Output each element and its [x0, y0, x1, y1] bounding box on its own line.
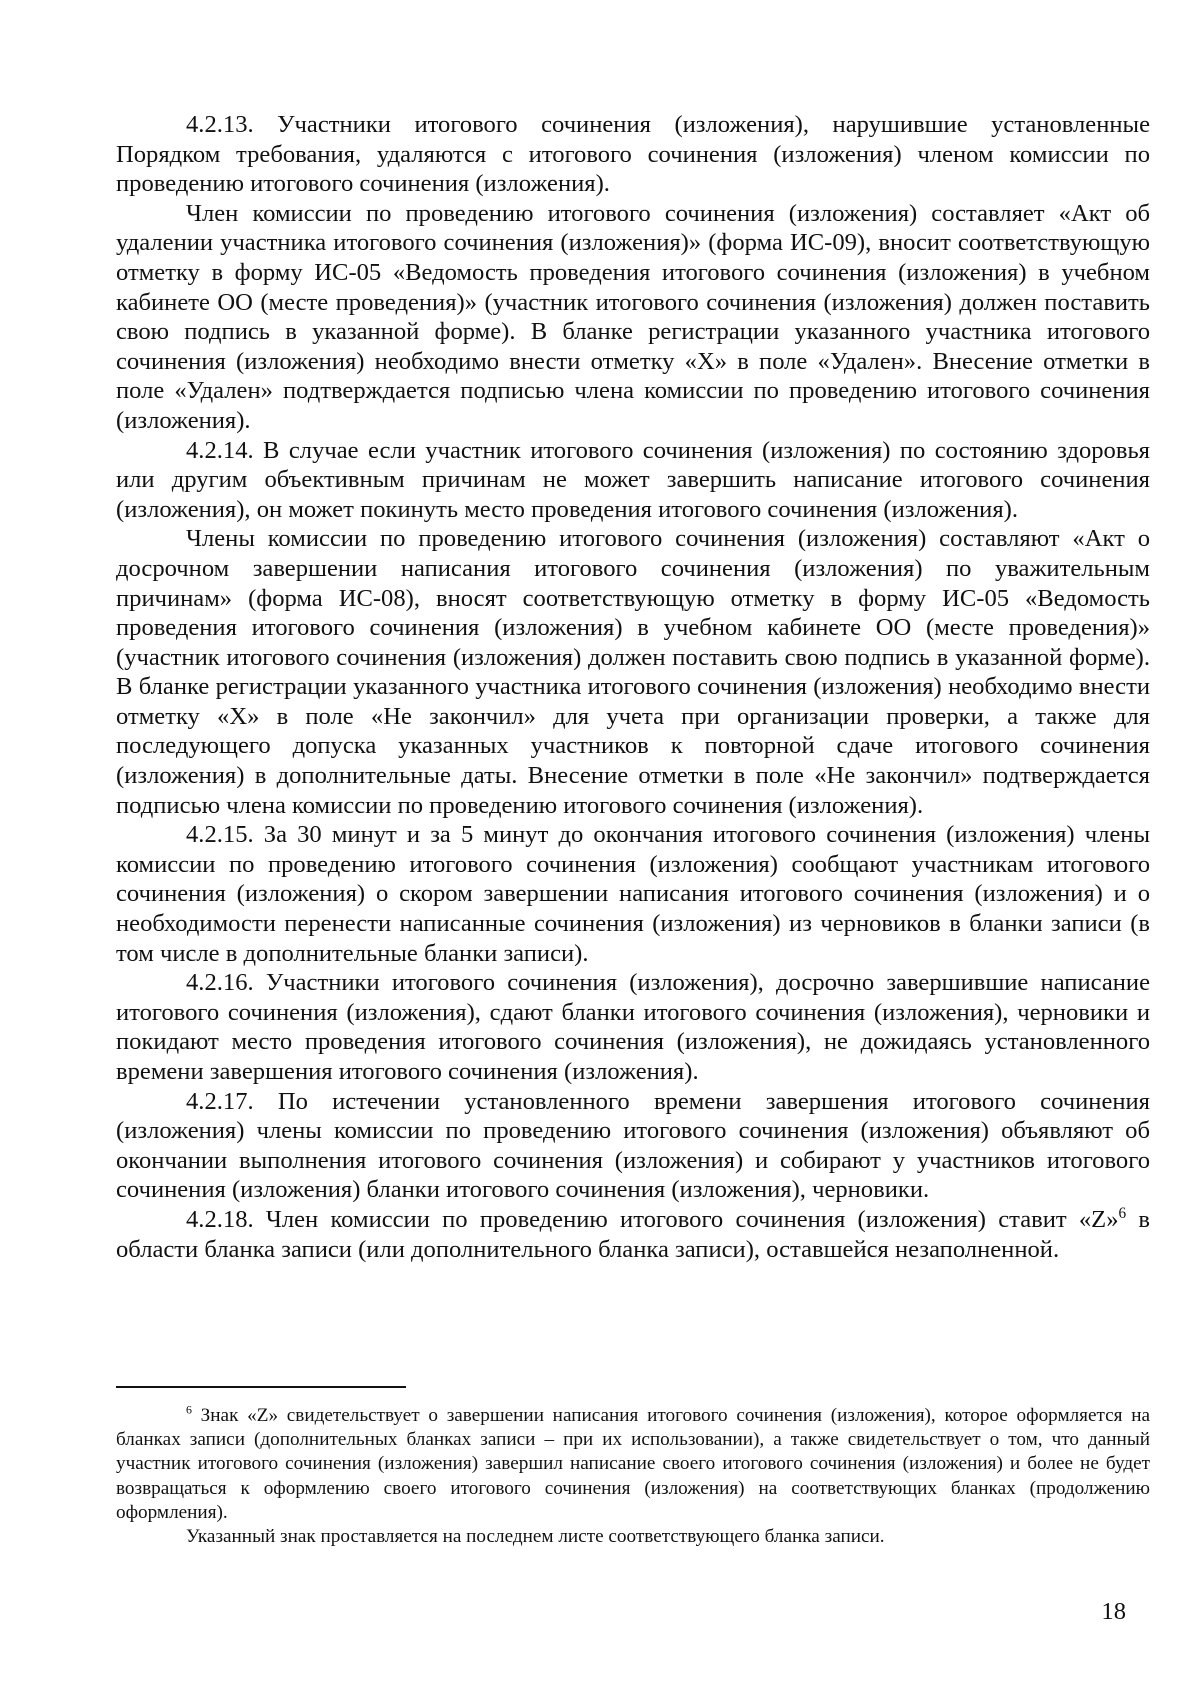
paragraph-4-2-18-text-end: в области бланка записи (или дополнительного бланка записи), оставшейся незаполненной. — [116, 1205, 1151, 1263]
paragraph-4-2-14: 4.2.14. В случае если участник итогового сочинения (изложения) по состоянию здоровья или другим объективным причинам не может завершить написание итогового сочинения (изложения), он может покинуть место проведения итогового сочинения (изложения). — [116, 436, 1150, 523]
paragraph-4-2-16: 4.2.16. Участники итогового сочинения (изложения), досрочно завершившие написание итогового сочинения (изложения), сдают бланки итогового сочинения (изложения), черновики и покидают место проведения итогового сочинения (изложения), не дожидаясь установленного времени завершения итогового сочинения (изложения). — [116, 969, 1150, 1085]
footnote-6 — [116, 1404, 1150, 1525]
paragraph-4-2-15: 4.2.15. За 30 минут и за 5 минут до окончания итогового сочинения (изложения) члены комиссии по проведению итогового сочинения (изложения) сообщают участникам итогового сочинения (изложения) о скором завершении написания итогового сочинения (изложения) и о необходимости перенести написанные сочинения (изложения) из черновиков в бланки записи (в том числе в дополнительные бланки записи). — [116, 821, 1150, 967]
paragraph-removal-act: Член комиссии по проведению итогового сочинения (изложения) составляет «Акт об удалении участника итогового сочинения (изложения)» (форма ИС-09), вносит соответствующую отметку в форму ИС-05 «Ведомость проведения итогового сочинения (изложения) в учебном кабинете ОО (месте проведения)» (участник итогового сочинения (изложения) должен поставить свою подпись в указанной форме). В бланке регистрации указанного участника итогового сочинения (изложения) необходимо внести отметку «Х» в поле «Удален». Внесение отметки в поле «Удален» подтверждается подписью члена комиссии по проведению итогового сочинения (изложения). — [116, 199, 1150, 434]
footnote-reference[interactable]: 6 — [1118, 1204, 1127, 1222]
paragraph-4-2-17: 4.2.17. По истечении установленного времени завершения итогового сочинения (изложения) члены комиссии по проведению итогового сочинения (изложения) объявляют об окончании выполнения итогового сочинения (изложения) и собирают у участников итогового сочинения (изложения) бланки итогового сочинения (изложения), черновики. — [116, 1087, 1150, 1204]
footnote-marker: 6 — [186, 1402, 192, 1417]
footnote-text: Знак «Z» свидетельствует о завершении написания итогового сочинения (изложения), которое оформляется на бланках записи (дополнительных бланках записи – при их использовании), а также свидетельствует о том, что данный участник итогового сочинения (изложения) завершил написание своего итогового сочинения (изложения) и более не будет возвращаться к оформлению своего итогового сочинения (изложения) на соответствующих бланках (продолжению оформления). — [116, 1405, 1150, 1523]
paragraph-4-2-18-text: 4.2.18. Член комиссии по проведению итогового сочинения (изложения) ставит «Z» — [186, 1205, 1119, 1233]
paragraph-early-completion-act: Члены комиссии по проведению итогового сочинения (изложения) составляют «Акт о досрочном завершении написания итогового сочинения (изложения) по уважительным причинам» (форма ИС-08), вносят соответствующую отметку в форму ИС-05 «Ведомость проведения итогового сочинения (изложения) в учебном кабинете ОО (месте проведения)» (участник итогового сочинения (изложения) должен поставить свою подпись в указанной форме). В бланке регистрации указанного участника итогового сочинения (изложения) необходимо внести отметку «Х» в поле «Не закончил» для учета при организации проверки, а также для последующего допуска указанных участников к повторной сдаче итогового сочинения (изложения) в дополнительные даты. Внесение отметки в поле «Не закончил» подтверждается подписью члена комиссии по проведению итогового сочинения (изложения). — [116, 525, 1150, 819]
footnote-note: Указанный знак проставляется на последнем листе соответствующего бланка записи. — [186, 1526, 885, 1548]
page-number: 18 — [1101, 1598, 1126, 1625]
footnotes — [116, 1404, 1150, 1549]
paragraph-4-2-13: 4.2.13. Участники итогового сочинения (изложения), нарушившие установленные Порядком требования, удаляются с итогового сочинения (изложения) членом комиссии по проведению итогового сочинения (изложения). — [116, 111, 1150, 198]
footnote-separator — [116, 1386, 406, 1388]
paragraph-4-2-18 — [116, 1205, 1150, 1264]
document-body — [116, 110, 1150, 1264]
